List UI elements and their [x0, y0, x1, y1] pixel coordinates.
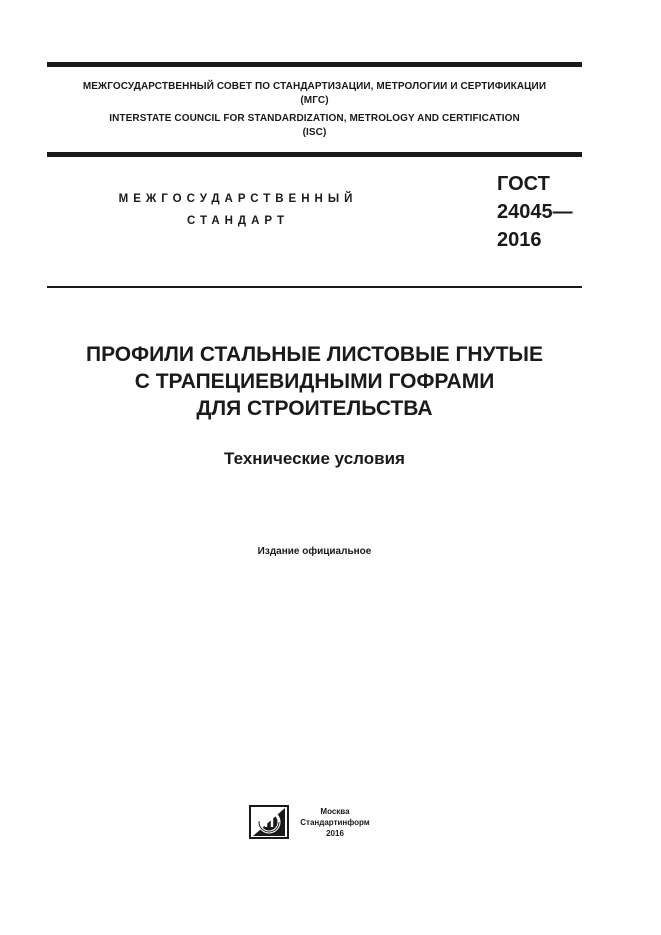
council-abbr-en: (ISC) — [302, 127, 327, 138]
council-abbr-ru: (МГС) — [300, 95, 329, 106]
publisher-imprint — [294, 806, 376, 839]
title-line1: ПРОФИЛИ СТАЛЬНЫЕ ЛИСТОВЫЕ ГНУТЫЕ — [85, 343, 543, 366]
council-name-en — [47, 112, 582, 140]
council-name-ru — [47, 80, 582, 108]
document-title — [47, 341, 582, 422]
document-subtitle: Технические условия — [224, 449, 405, 468]
council-name-en-text: INTERSTATE COUNCIL FOR STANDARDIZATION, METROLOGY AND CERTIFICATION — [109, 113, 520, 124]
standartinform-logo-icon — [249, 805, 289, 839]
standard-designation — [497, 170, 573, 254]
edition-note: Издание официальное — [257, 546, 372, 557]
standard-kind-line1: МЕЖГОСУДАРСТВЕННЫЙ — [118, 193, 358, 205]
standard-kind — [88, 188, 388, 232]
designation-year: 2016 — [497, 229, 542, 251]
designation-divider — [47, 286, 582, 288]
header-divider — [47, 152, 582, 157]
publisher-year: 2016 — [326, 829, 344, 838]
publisher-city: Москва — [320, 807, 350, 816]
designation-prefix: ГОСТ — [497, 173, 550, 195]
title-line3: ДЛЯ СТРОИТЕЛЬСТВА — [196, 397, 433, 420]
standard-kind-line2: СТАНДАРТ — [187, 215, 289, 227]
designation-number: 24045— — [497, 201, 573, 223]
publisher-name: Стандартинформ — [300, 818, 370, 827]
title-line2: С ТРАПЕЦИЕВИДНЫМИ ГОФРАМИ — [134, 370, 495, 393]
top-divider — [47, 62, 582, 67]
council-name-ru-text: МЕЖГОСУДАРСТВЕННЫЙ СОВЕТ ПО СТАНДАРТИЗАЦИИ, МЕТРОЛОГИИ И СЕРТИФИКАЦИИ — [82, 81, 547, 92]
